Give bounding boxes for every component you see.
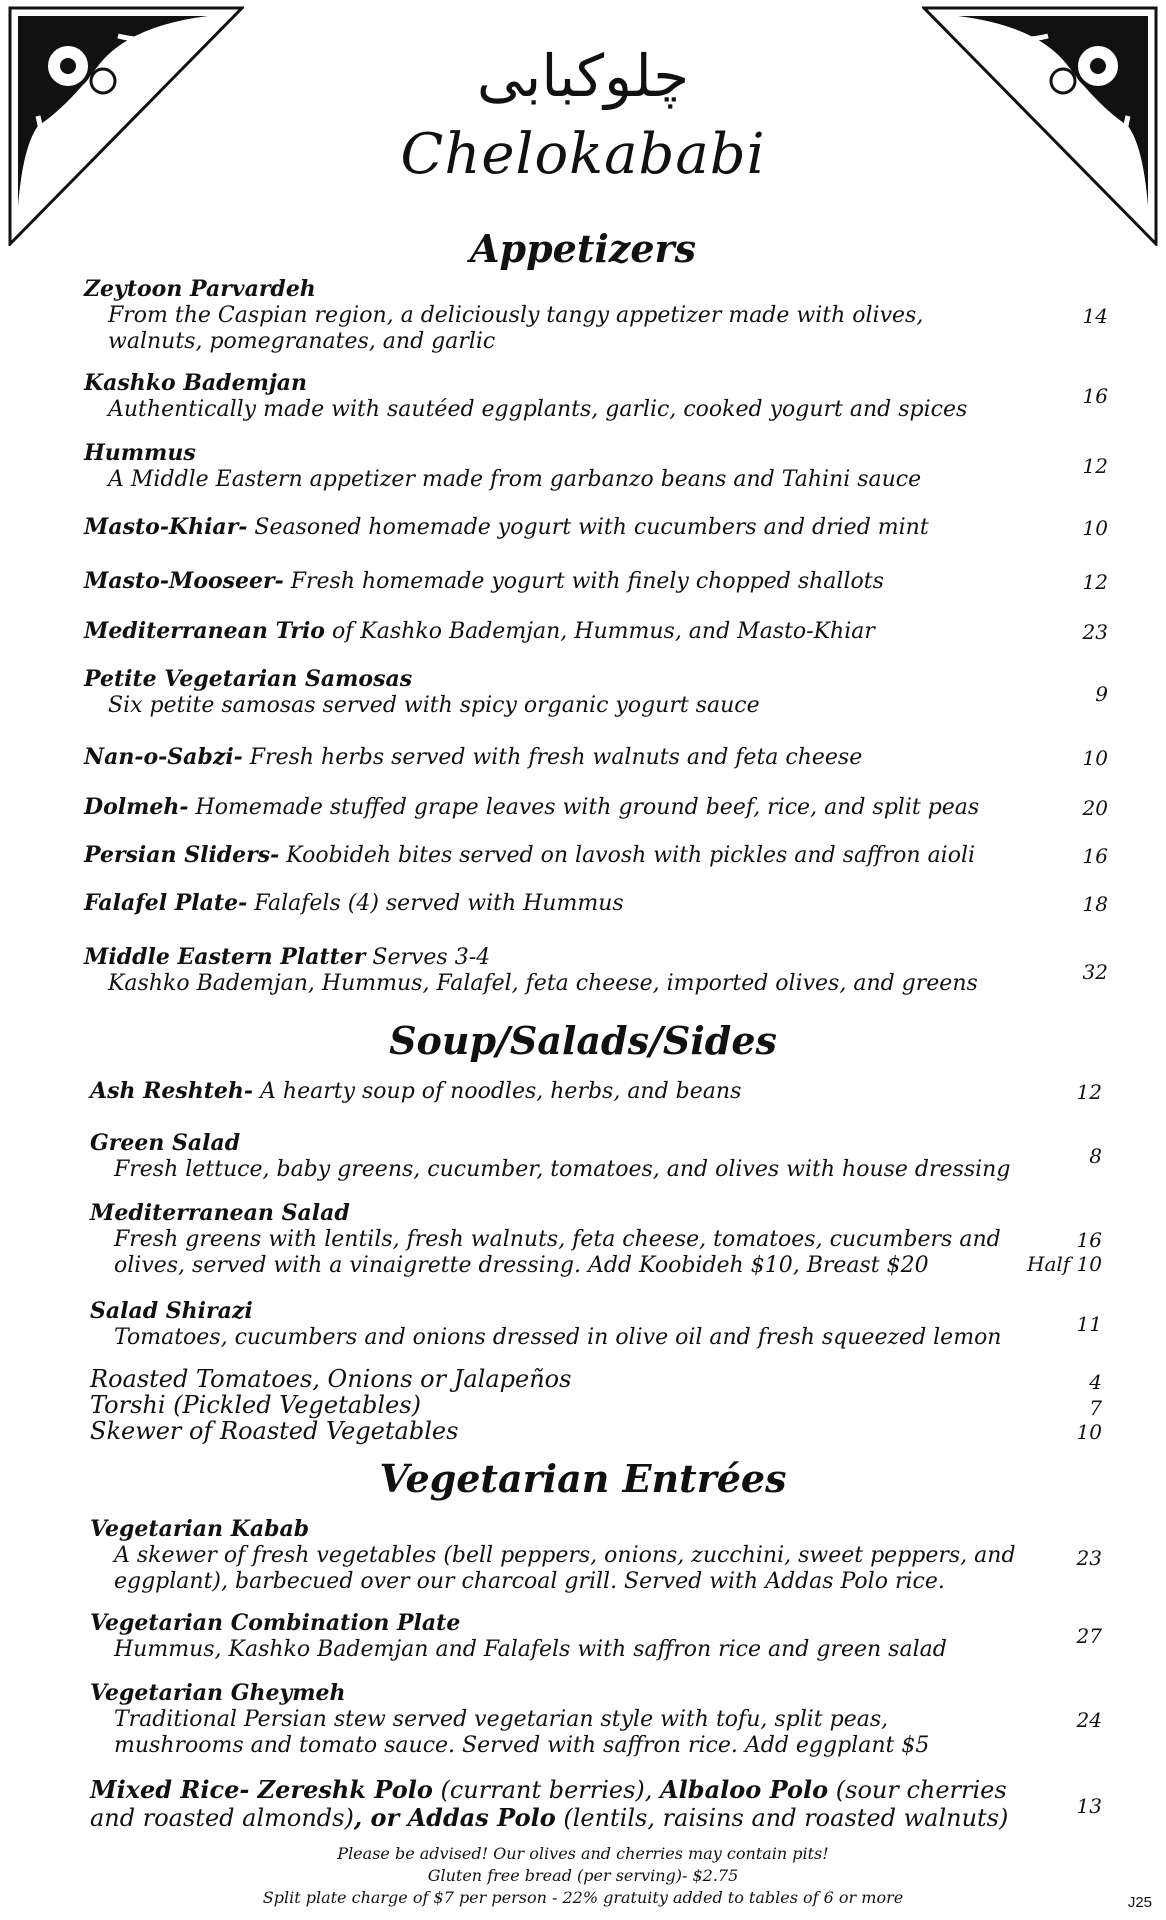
price: 7 [1089,1396,1102,1420]
price-half: Half 10 [1027,1252,1102,1276]
menu-item: Salad Shirazi Tomatoes, cucumbers and onions dressed in olive oil and fresh squeezed lemon [90,1298,1002,1350]
menu-item: Kashko Bademjan Authentically made with sautéed eggplants, garlic, cooked yogurt and spices [84,370,968,422]
price: 12 [1082,454,1108,478]
side-item: Torshi (Pickled Vegetables) [90,1391,421,1419]
price: 23 [1076,1546,1102,1570]
menu-item: Middle Eastern Platter Serves 3-4 Kashko Bademjan, Hummus, Falafel, feta cheese, imported olives, and greens [84,944,978,996]
price: 4 [1089,1370,1102,1394]
price: 12 [1076,1080,1102,1104]
menu-item: Falafel Plate- Falafels (4) served with Hummus [84,890,624,916]
price: 16 [1082,384,1108,408]
menu-item: Masto-Khiar- Seasoned homemade yogurt with cucumbers and dried mint [84,514,929,540]
footer-note: Gluten free bread (per serving)- $2.75 [427,1866,739,1885]
price: 10 [1076,1420,1102,1444]
price: 14 [1082,304,1108,328]
menu-item: Mediterranean Salad Fresh greens with lentils, fresh walnuts, feta cheese, tomatoes, cucumbers and olives, served with a vinaigrette dressing. Add Koobideh $10, Breast $20 [90,1200,1001,1278]
logo-script: چلوکبابی [476,42,690,110]
section-title-soups: Soup/Salads/Sides [389,1018,777,1063]
price: 24 [1076,1708,1102,1732]
side-item: Skewer of Roasted Vegetables [90,1417,459,1445]
price: 13 [1076,1794,1102,1818]
price: 16 [1082,844,1108,868]
price: 8 [1089,1144,1102,1168]
menu-item: Ash Reshteh- A hearty soup of noodles, herbs, and beans [90,1078,742,1104]
menu-item-mixed-rice: Mixed Rice- Zereshk Polo (currant berries), Albaloo Polo (sour cherries and roasted almonds), or Addas Polo (lentils, raisins and roasted walnuts) [90,1775,1009,1832]
price: 27 [1076,1624,1102,1648]
menu-item: Green Salad Fresh lettuce, baby greens, cucumber, tomatoes, and olives with house dressing [90,1130,1011,1182]
menu-item: Petite Vegetarian Samosas Six petite samosas served with spicy organic yogurt sauce [84,666,760,718]
menu-item: Vegetarian Kabab A skewer of fresh vegetables (bell peppers, onions, zucchini, sweet peppers, and eggplant), barbecued over our charcoal grill. Served with Addas Polo rice. [90,1516,1016,1594]
menu-item: Vegetarian Combination Plate Hummus, Kashko Bademjan and Falafels with saffron rice and green salad [90,1610,947,1662]
price: 9 [1095,682,1108,706]
footer-note: Split plate charge of $7 per person - 22% gratuity added to tables of 6 or more [262,1888,904,1907]
menu-item: Hummus A Middle Eastern appetizer made from garbanzo beans and Tahini sauce [84,440,922,492]
menu-item: Persian Sliders- Koobideh bites served on lavosh with pickles and saffron aioli [84,842,976,868]
price: 12 [1082,570,1108,594]
menu-item: Dolmeh- Homemade stuffed grape leaves with ground beef, rice, and split peas [84,794,980,820]
menu-item: Zeytoon Parvardeh From the Caspian region, a deliciously tangy appetizer made with olives, walnuts, pomegranates, and garlic [84,276,924,354]
price: 10 [1082,746,1108,770]
section-title-vegetarian: Vegetarian Entrées [379,1456,787,1501]
price: 32 [1082,960,1108,984]
section-title-appetizers: Appetizers [470,226,696,271]
price: 10 [1082,516,1108,540]
menu-item: Masto-Mooseer- Fresh homemade yogurt with finely chopped shallots [84,568,884,594]
side-item: Roasted Tomatoes, Onions or Jalapeños [90,1365,572,1393]
page-code: J25 [1127,1894,1152,1911]
price: 20 [1082,796,1108,820]
price: 11 [1076,1312,1102,1336]
menu-item: Mediterranean Trio of Kashko Bademjan, Hummus, and Masto-Khiar [84,618,875,644]
price: 18 [1082,892,1108,916]
menu-item: Vegetarian Gheymeh Traditional Persian stew served vegetarian style with tofu, split peas, mushrooms and tomato sauce. Served with saffron rice. Add eggplant $5 [90,1680,930,1758]
menu-item: Nan-o-Sabzi- Fresh herbs served with fresh walnuts and feta cheese [84,744,863,770]
restaurant-name: Chelokababi [400,122,766,187]
price: 23 [1082,620,1108,644]
price: 16 [1076,1228,1102,1252]
footer-note: Please be advised! Our olives and cherries may contain pits! [337,1844,829,1863]
